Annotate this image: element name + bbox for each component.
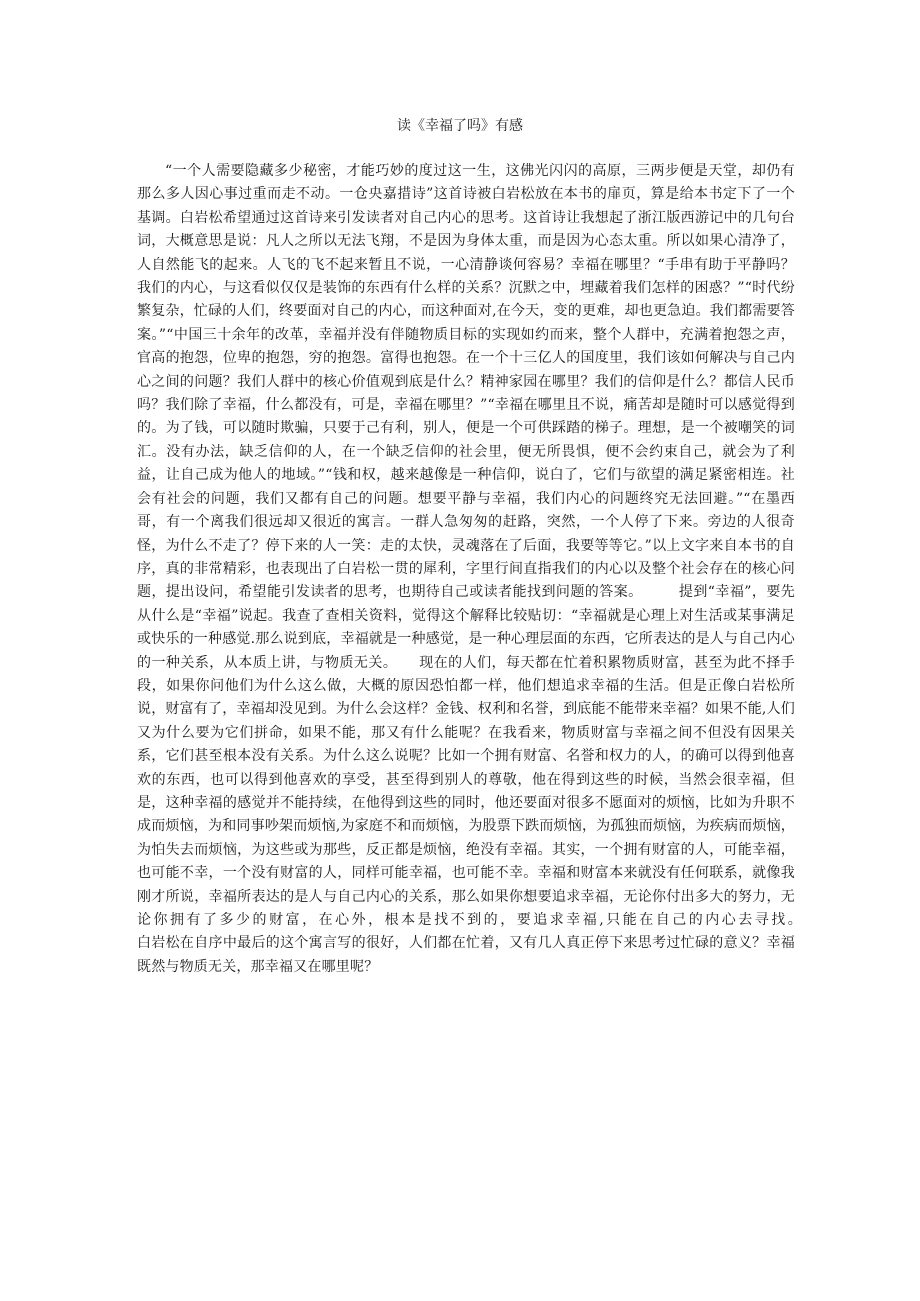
document-title: 读《幸福了吗》有感 — [397, 118, 523, 134]
document-body: “一个人需要隐藏多少秘密，才能巧妙的度过这一生，这佛光闪闪的高原，三两步便是天堂，却仍有那么多人因心事过重而走不动。一仓央嘉措诗”这首诗被白岩松放在本书的扉页，算是给本书定下了一个基调。白岩松希望通过这首诗来引发读者对自己内心的思考。这首诗让我想起了浙江版西游记中的几句台词，大概意思是说：凡人之所以无法飞翔，不是因为身体太重，而是因为心态太重。所以如果心清净了，人自然能飞的起来。人飞的飞不起来暂且不说，一心清静谈何容易？幸福在哪里？“手串有助于平静吗？我们的内心，与这看似仅仅是装饰的东西有什么样的关系？沉默之中，埋藏着我们怎样的困惑？”“时代纷繁复杂，忙碌的人们，终要面对自己的内心，而这种面对,在今天，变的更难，却也更急迫。我们都需要答案。”“中国三十余年的改革，幸福并没有伴随物质目标的实现如约而来，整个人群中，充满着抱怨之声，官高的抱怨，位卑的抱怨，穷的抱怨。富得也抱怨。在一个十三亿人的国度里，我们该如何解决与自己内心之间的问题？我们人群中的核心价值观到底是什么？精神家园在哪里？我们的信仰是什么？都信人民币吗？我们除了幸福，什么都没有，可是，幸福在哪里？”“幸福在哪里且不说，痛苦却是随时可以感觉得到的。为了钱，可以随时欺骗，只要于己有利，别人，便是一个可供踩踏的梯子。理想，是一个被嘲笑的词汇。没有办法，缺乏信仰的人，在一个缺乏信仰的社会里，便无所畏惧，便不会约束自己，就会为了利益，让自己成为他人的地域。”“钱和权，越来越像是一种信仰，说白了，它们与欲望的满足紧密相连。社会有社会的问题，我们又都有自己的问题。想要平静与幸福，我们内心的问题终究无法回避。”“在墨西哥，有一个离我们很远却又很近的寓言。一群人急匆匆的赶路，突然，一个人停了下来。旁边的人很奇怪，为什么不走了？停下来的人一笑：走的太快，灵魂落在了后面，我要等等它。”以上文字来自本书的自序，真的非常精彩，也表现出了白岩松一贯的犀利，字里行间直指我们的内心以及整个社会存在的核心问题，提出设问，希望能引发读者的思考，也期待自己或读者能找到问题的答案。 提到“幸福”，要先从什么是“幸福”说起。我查了查相关资料，觉得这个解释比较贴切：“幸福就是心理上对生活或某事满足或快乐的一种感觉.那么说到底，幸福就是一种感觉，是一种心理层面的东西，它所表达的是人与自己内心的一种关系，从本质上讲，与物质无关。 现在的人们，每天都在忙着积累物质财富，甚至为此不择手段，如果你问他们为什么这么做，大概的原因恐怕都一样，他们想追求幸福的生活。但是正像白岩松所说，财富有了，幸福却没见到。为什么会这样？金钱、权利和名誉，到底能不能带来幸福？如果不能,人们又为什么要为它们拼命，如果不能，那又有什么能呢？在我看来，物质财富与幸福之间不但没有因果关系，它们甚至根本没有关系。为什么这么说呢？比如一个拥有财富、名誉和权力的人，的确可以得到他喜欢的东西，也可以得到他喜欢的享受，甚至得到别人的尊敬，他在得到这些的时候，当然会很幸福，但是，这种幸福的感觉并不能持续，在他得到这些的同时，他还要面对很多不愿面对的烦恼，比如为升职不成而烦恼，为和同事吵架而烦恼,为家庭不和而烦恼，为股票下跌而烦恼，为孤独而烦恼，为疾病而烦恼，为怕失去而烦恼，为这些或为那些，反正都是烦恼，绝没有幸福。其实，一个拥有财富的人，可能幸福，也可能不幸，一个没有财富的人，同样可能幸福，也可能不幸。幸福和财富本来就没有任何联系，就像我刚才所说，幸福所表达的是人与自己内心的关系，那么如果你想要追求幸福，无论你付出多大的努力，无论你拥有了多少的财富，在心外，根本是找不到的，要追求幸福,只能在自己的内心去寻找。 白岩松在自序中最后的这个寓言写的很好，人们都在忙着，又有几人真正停下来思考过忙碌的意义？幸福既然与物质无关，那幸福又在哪里呢？ — [137, 163, 909, 975]
